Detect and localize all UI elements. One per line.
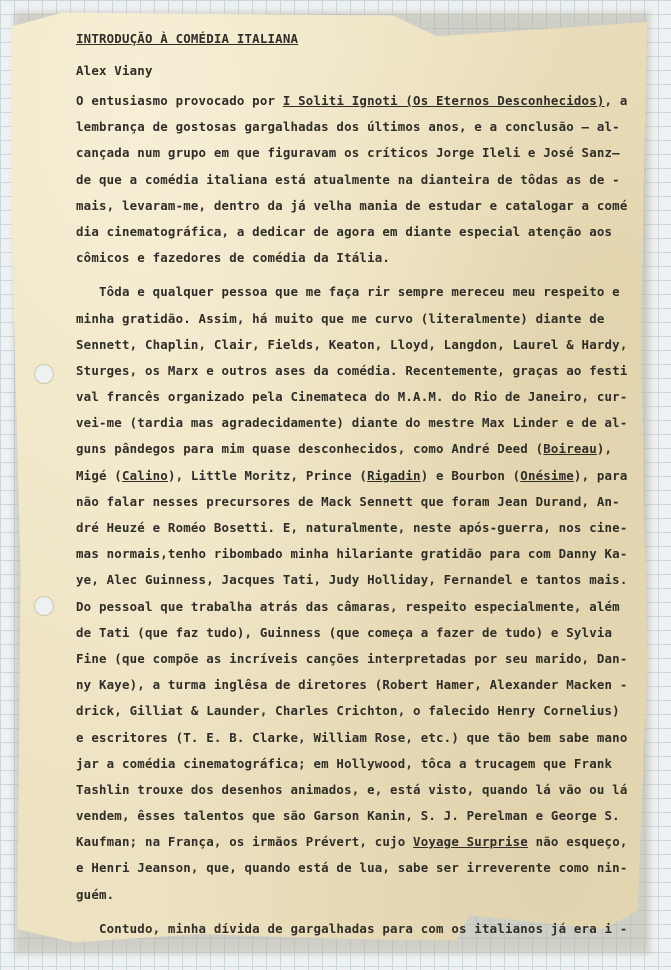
text-line: lembrança de gostosas gargalhadas dos últimos anos, e a conclusão — al- — [76, 119, 620, 135]
text-line: jar a comédia cinematográfica; em Hollywood, tôca a trucagem que Frank — [76, 755, 613, 771]
text-line: cançada num grupo em que figuravam os críticos Jorge Ileli e José Sanz— — [76, 145, 620, 161]
text-line: Kaufman; na França, os irmãos Prévert, cujo Voyage Surprise não esqueço, — [76, 834, 628, 850]
text-line: vei-me (tardia mas agradecidamente) diante do mestre Max Linder e de al- — [76, 415, 628, 431]
text-line: minha gratidão. Assim, há muito que me curvo (literalmente) diante de — [76, 310, 605, 326]
text-line: e Henri Jeanson, que, quando está de lua, sabe ser irreverente como nin- — [76, 860, 628, 876]
underlined-title: Onésime — [520, 467, 574, 483]
text-line: dia cinematográfica, a dedicar de agora em diante especial atenção aos — [76, 223, 613, 239]
text-line: de que a comédia italiana está atualmente na dianteira de tôdas as de - — [76, 171, 620, 187]
text-line: Tashlin trouxe dos desenhos animados, e, está visto, quando lá vão ou lá — [76, 781, 628, 797]
document-title: INTRODUÇÃO À COMÉDIA ITALIANA — [76, 31, 299, 46]
text-line: Fine (que compõe as incríveis canções interpretadas por seu marido, Dan- — [76, 650, 628, 666]
underlined-title: Rigadin — [367, 467, 421, 483]
punch-hole — [34, 364, 54, 384]
text-line: não falar nesses precursores de Mack Sennett que foram Jean Durand, An- — [76, 493, 620, 509]
text-line: val francês organizado pela Cinemateca do M.A.M. do Rio de Janeiro, cur- — [76, 389, 628, 405]
text-line: ny Kaye), a turma inglêsa de diretores (Robert Hamer, Alexander Macken - — [76, 677, 628, 693]
text-line: Contudo, minha dívida de gargalhadas para com os italianos já era i - — [76, 920, 628, 936]
underlined-title: Voyage Surprise — [413, 834, 528, 850]
underlined-title: Boireau — [543, 441, 597, 457]
text-line: O entusiasmo provocado por I Soliti Ignoti (Os Eternos Desconhecidos), a — [76, 93, 628, 108]
author-name: Alex Viany — [76, 63, 153, 78]
text-line: de Tati (que faz tudo), Guinness (que começa a fazer de tudo) e Sylvia — [76, 624, 613, 640]
text-line: Sturges, os Marx e outros ases da comédia. Recentemente, graças ao festi — [76, 362, 628, 378]
text-line: Sennett, Chaplin, Clair, Fields, Keaton, Lloyd, Langdon, Laurel & Hardy, — [76, 336, 628, 352]
text-line: guém. — [76, 886, 115, 902]
text-line: guns pândegos para mim quase desconhecidos, como André Deed (Boireau), — [76, 441, 613, 457]
text-line: e escritores (T. E. B. Clarke, William Rose, etc.) que tão bem sabe mano — [76, 729, 628, 745]
text-line: vendem, êsses talentos que são Garson Kanin, S. J. Perelman e George S. — [76, 808, 620, 824]
text-line: mais, levaram-me, dentro da já velha mania de estudar e catalogar a comé — [76, 197, 628, 213]
underlined-title: Calino — [121, 467, 168, 483]
document-body — [76, 30, 628, 942]
paragraph — [76, 88, 628, 271]
underlined-title: I Soliti Ignoti (Os Eternos Desconhecidos) — [282, 93, 605, 108]
text-line: mas normais,tenho ribombado minha hilariante gratidão para com Danny Ka- — [76, 546, 628, 562]
paragraphs — [76, 88, 628, 942]
text-line: drick, Gilliat & Launder, Charles Crichton, o falecido Henry Cornelius) — [76, 703, 620, 719]
text-line: ye, Alec Guinness, Jacques Tati, Judy Holliday, Fernandel e tantos mais. — [76, 572, 628, 588]
text-line: Migé (Calino), Little Moritz, Prince (Rigadin) e Bourbon (Onésime), para — [76, 467, 628, 483]
text-line: Tôda e qualquer pessoa que me faça rir sempre mereceu meu respeito e — [76, 284, 620, 300]
paragraph — [76, 279, 628, 908]
text-line: cômicos e fazedores de comédia da Itália. — [76, 250, 391, 266]
text-line: Do pessoal que trabalha atrás das câmaras, respeito especialmente, além — [76, 598, 620, 614]
text-line: dré Heuzé e Roméo Bosetti. E, naturalmente, neste após-guerra, nos cine- — [76, 520, 628, 535]
paragraph — [76, 916, 628, 942]
punch-hole — [34, 596, 54, 616]
